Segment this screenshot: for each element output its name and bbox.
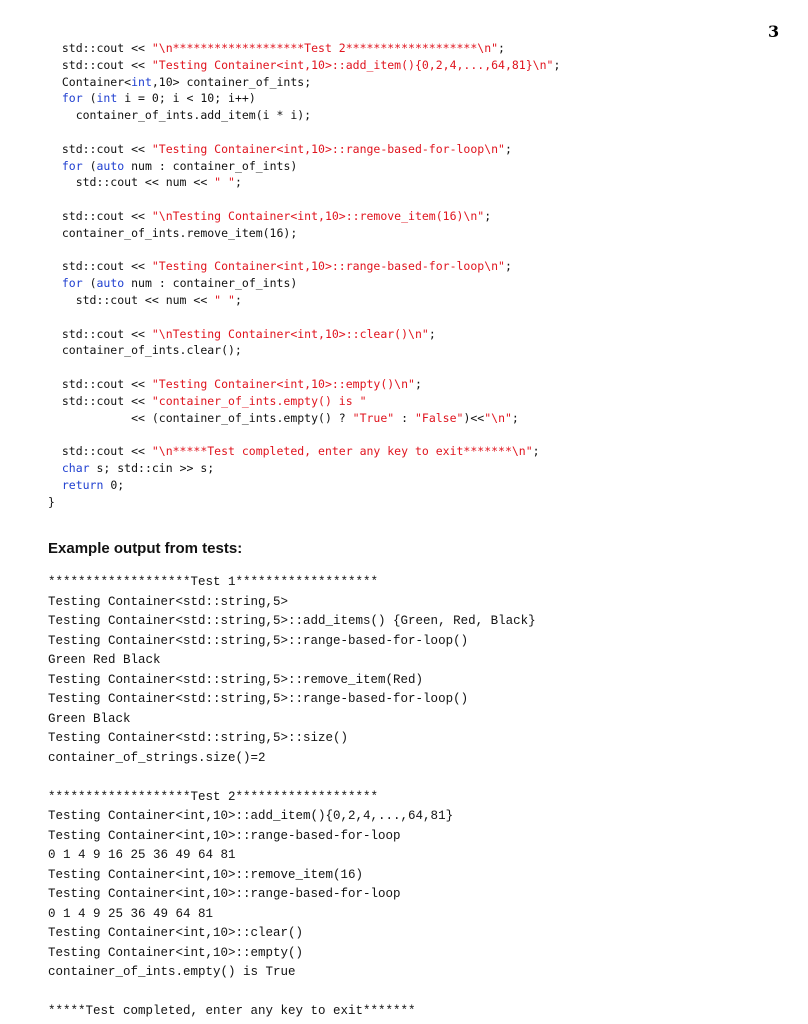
code-string: "\n*******************Test 2*******************\n": [151, 41, 499, 55]
code-string: "container_of_ints.empty() is ": [151, 393, 367, 408]
output-heading: Example output from tests:: [48, 540, 243, 557]
output-line: 0 1 4 9 25 36 49 64 81: [48, 906, 214, 921]
code-string: "\nTesting Container<int,10>::remove_item(16)\n": [151, 208, 485, 223]
code-text: ;: [414, 376, 422, 391]
code-string: "\n": [484, 410, 512, 425]
code-keyword: return: [61, 477, 104, 492]
code-line: [48, 342, 560, 359]
code-text: ;: [532, 444, 540, 459]
output-line: container_of_ints.empty() is True: [48, 965, 296, 979]
code-text: container_of_ints.remove_item(16);: [48, 225, 298, 240]
code-text: Container<: [48, 74, 132, 89]
code-keyword: auto: [96, 158, 125, 173]
code-line: [48, 376, 560, 393]
code-line: [48, 443, 560, 460]
output-line: 0 1 4 9 16 25 36 49 64 81: [48, 848, 236, 862]
code-text: i = 0; i < 10; i++): [117, 91, 256, 106]
code-line: [48, 326, 560, 343]
code-text: ;: [484, 208, 492, 223]
code-line: [48, 393, 560, 410]
example-output: [48, 573, 536, 1022]
code-line: [48, 426, 560, 443]
output-line: [48, 768, 536, 788]
code-string: "\nTesting Container<int,10>::clear()\n": [151, 326, 429, 341]
code-text: std::cout <<: [48, 141, 152, 156]
code-string: " ": [214, 292, 235, 307]
code-line: [48, 494, 560, 511]
code-line: [48, 359, 560, 376]
code-keyword: int: [96, 91, 118, 106]
code-line: [48, 410, 560, 427]
code-string: "Testing Container<int,10>::range-based-for-loop\n": [151, 259, 505, 274]
code-text: [48, 461, 62, 475]
output-line: Testing Container<std::string,5>::range-based-for-loop(): [48, 633, 469, 648]
code-text: (: [82, 91, 97, 106]
code-text: std::cout <<: [48, 41, 152, 55]
code-line: [48, 242, 560, 259]
code-text: ;: [553, 57, 561, 72]
code-line: [48, 40, 560, 57]
code-text: s; std::cin >> s;: [89, 460, 215, 475]
code-keyword: char: [61, 460, 90, 475]
code-text: }: [48, 494, 55, 509]
code-text: ;: [504, 259, 512, 274]
code-text: std::cout <<: [48, 326, 152, 341]
output-line: Testing Container<int,10>::clear(): [48, 926, 304, 940]
output-line: Testing Container<std::string,5>::size(): [48, 731, 349, 745]
output-line: Green Red Black: [48, 653, 161, 667]
code-line: [48, 141, 560, 158]
code-text: std::cout <<: [48, 376, 152, 391]
code-text: )<<: [463, 410, 485, 425]
code-text: ;: [498, 41, 505, 55]
output-line: Testing Container<int,10>::range-based-for-loop: [48, 828, 401, 843]
code-keyword: for: [61, 158, 83, 173]
code-text: :: [394, 410, 415, 425]
code-text: num : container_of_ints): [124, 276, 298, 291]
output-line: Testing Container<std::string,5>::range-based-for-loop(): [48, 692, 469, 706]
code-string: "Testing Container<int,10>::empty()\n": [151, 376, 415, 391]
code-line: [48, 107, 560, 124]
code-string: "Testing Container<int,10>::add_item(){0,2,4,...,64,81}\n": [151, 57, 554, 72]
code-text: [48, 276, 62, 290]
code-line: [48, 460, 560, 477]
code-line: [48, 74, 560, 91]
output-line: container_of_strings.size()=2: [48, 750, 266, 765]
code-text: std::cout <<: [48, 57, 152, 72]
output-line: *******************Test 2*******************: [48, 789, 379, 804]
code-text: (: [82, 158, 97, 173]
code-line: [48, 174, 560, 191]
code-text: [48, 159, 62, 173]
code-text: std::cout <<: [48, 259, 152, 274]
code-string: "True": [352, 410, 395, 425]
code-line: [48, 477, 560, 494]
code-text: std::cout <<: [48, 208, 152, 223]
code-line: [48, 158, 560, 175]
code-keyword: for: [61, 91, 83, 106]
output-line: *****Test completed, enter any key to exit*******: [48, 1004, 416, 1018]
code-string: "Testing Container<int,10>::range-based-for-loop\n": [151, 141, 505, 156]
code-text: std::cout <<: [48, 444, 152, 459]
code-text: 0;: [103, 477, 125, 492]
code-text: ;: [428, 326, 436, 341]
output-line: Testing Container<std::string,5>: [48, 594, 289, 609]
code-text: ;: [234, 292, 242, 307]
code-text: [48, 91, 62, 105]
code-string: "False": [414, 410, 464, 425]
code-text: std::cout << num <<: [48, 292, 215, 307]
code-text: ;: [511, 410, 519, 425]
output-line: [48, 983, 536, 1003]
code-line: [48, 208, 560, 225]
output-line: Testing Container<int,10>::add_item(){0,2,4,...,64,81}: [48, 809, 454, 823]
code-line: [48, 90, 560, 107]
code-line: [48, 191, 560, 208]
output-line: Testing Container<std::string,5>::remove_item(Red): [48, 672, 424, 687]
code-line: [48, 258, 560, 275]
code-line: [48, 124, 560, 141]
output-line: Testing Container<std::string,5>::add_items() {Green, Red, Black}: [48, 614, 536, 628]
page-number: 3: [768, 22, 780, 41]
output-line: Green Black: [48, 711, 131, 726]
code-string: "\n*****Test completed, enter any key to exit*******\n": [151, 444, 533, 459]
output-line: Testing Container<int,10>::remove_item(16): [48, 867, 364, 882]
code-text: num : container_of_ints): [124, 158, 298, 173]
code-keyword: auto: [96, 276, 125, 291]
code-text: container_of_ints.add_item(i * i);: [48, 108, 312, 123]
code-listing: [48, 40, 560, 510]
code-text: ;: [504, 141, 512, 156]
output-line: Testing Container<int,10>::empty(): [48, 945, 304, 960]
code-text: << (container_of_ints.empty() ?: [48, 410, 353, 425]
code-text: std::cout << num <<: [48, 175, 215, 190]
code-text: std::cout <<: [48, 393, 152, 408]
code-string: " ": [214, 175, 235, 190]
code-text: ;: [234, 175, 242, 190]
code-line: [48, 57, 560, 74]
code-text: (: [82, 276, 97, 291]
code-text: container_of_ints.clear();: [48, 343, 242, 358]
code-text: [48, 478, 62, 492]
code-keyword: for: [61, 276, 83, 291]
code-keyword: int: [131, 74, 152, 89]
code-line: [48, 275, 560, 292]
code-line: [48, 309, 560, 326]
code-text: ,10> container_of_ints;: [151, 74, 312, 89]
code-line: [48, 225, 560, 242]
output-line: Testing Container<int,10>::range-based-for-loop: [48, 887, 401, 901]
code-line: [48, 292, 560, 309]
output-line: *******************Test 1*******************: [48, 575, 379, 589]
